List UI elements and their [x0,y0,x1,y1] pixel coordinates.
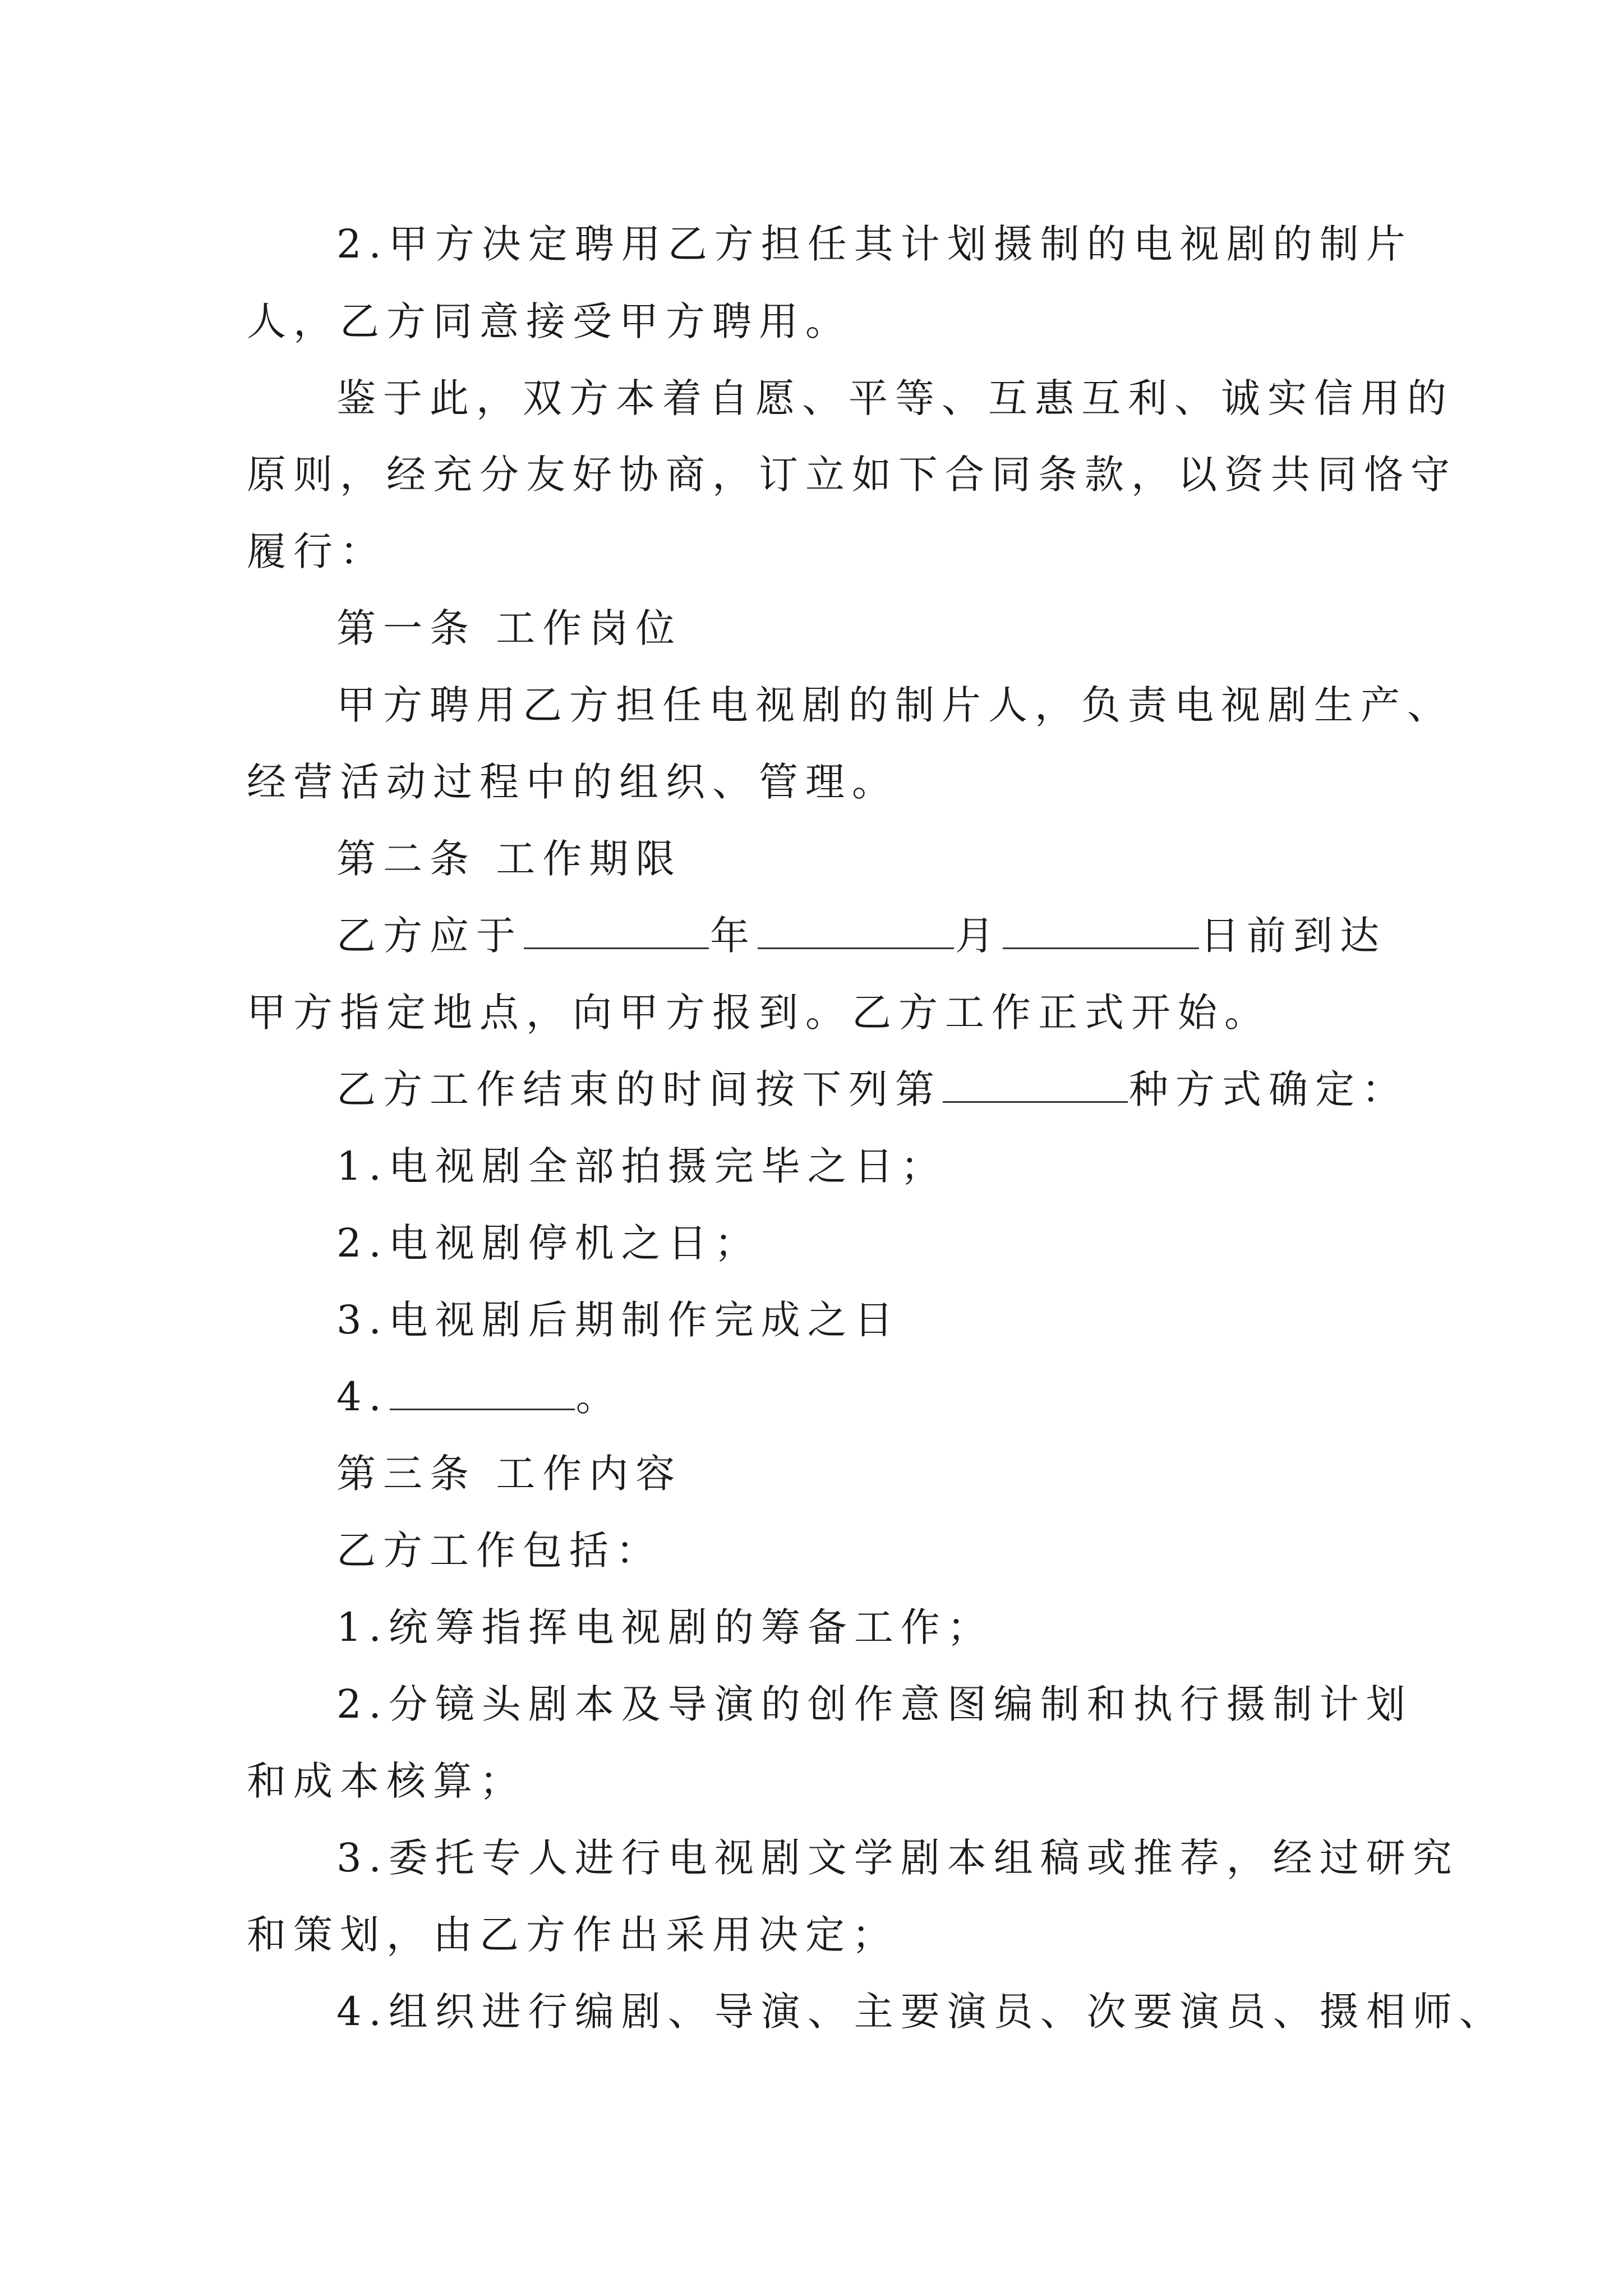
end-method-text: 乙方工作结束的时间按下列第 [336,1066,942,1112]
month-label: 月 [955,913,1002,959]
paragraph-line: 甲方聘用乙方担任电视剧的制片人，负责电视剧生产、 [336,682,1454,728]
list-item: 3.电视剧后期制作完成之日 [336,1297,901,1343]
list-item: 1.统筹指挥电视剧的筹备工作； [336,1604,994,1650]
date-line-text: 乙方应于 [336,913,523,959]
paragraph-line: 人，乙方同意接受甲方聘用。 [247,298,852,344]
date-line [336,908,1481,964]
paragraph-line: 2.甲方决定聘用乙方担任其计划摄制的电视剧的制片 [336,221,1413,267]
year-label: 年 [710,913,757,959]
list-item-number: 4. [336,1374,389,1420]
paragraph-line: 经营活动过程中的组织、管理。 [247,759,898,805]
paragraph-line: 原则，经充分友好协商，订立如下合同条款，以资共同恪守 [247,452,1457,498]
list-item-end: 。 [575,1374,623,1420]
section-heading: 第一条 工作岗位 [336,605,683,651]
paragraph-line: 履行： [247,528,386,574]
list-item: 4.组织进行编剧、导演、主要演员、次要演员、摄相师、 [336,1989,1506,2035]
other-method-blank [390,1372,575,1410]
end-method-line [336,1061,1481,1117]
method-blank [943,1064,1128,1103]
month-blank [758,910,954,949]
list-item: 2.分镜头剧本及导演的创作意图编制和执行摄制计划 [336,1681,1413,1727]
list-item [336,1369,1481,1425]
list-item: 3.委托专人进行电视剧文学剧本组稿或推荐，经过研究 [336,1835,1459,1881]
day-label: 日前到达 [1200,913,1386,959]
end-method-tail: 种方式确定： [1129,1066,1408,1112]
list-item: 1.电视剧全部拍摄完毕之日； [336,1143,947,1189]
paragraph-line: 甲方指定地点，向甲方报到。乙方工作正式开始。 [247,990,1271,1036]
section-heading: 第二条 工作期限 [336,836,683,882]
list-item-continuation: 和策划，由乙方作出采用决定； [247,1912,898,1958]
section-heading: 第三条 工作内容 [336,1451,683,1497]
list-item: 2.电视剧停机之日； [336,1220,761,1266]
paragraph-line: 乙方工作包括： [336,1527,662,1573]
day-blank [1003,910,1199,949]
paragraph-line: 鉴于此，双方本着自愿、平等、互惠互利、诚实信用的 [336,375,1454,421]
year-blank [524,910,709,949]
list-item-continuation: 和成本核算； [247,1758,526,1804]
